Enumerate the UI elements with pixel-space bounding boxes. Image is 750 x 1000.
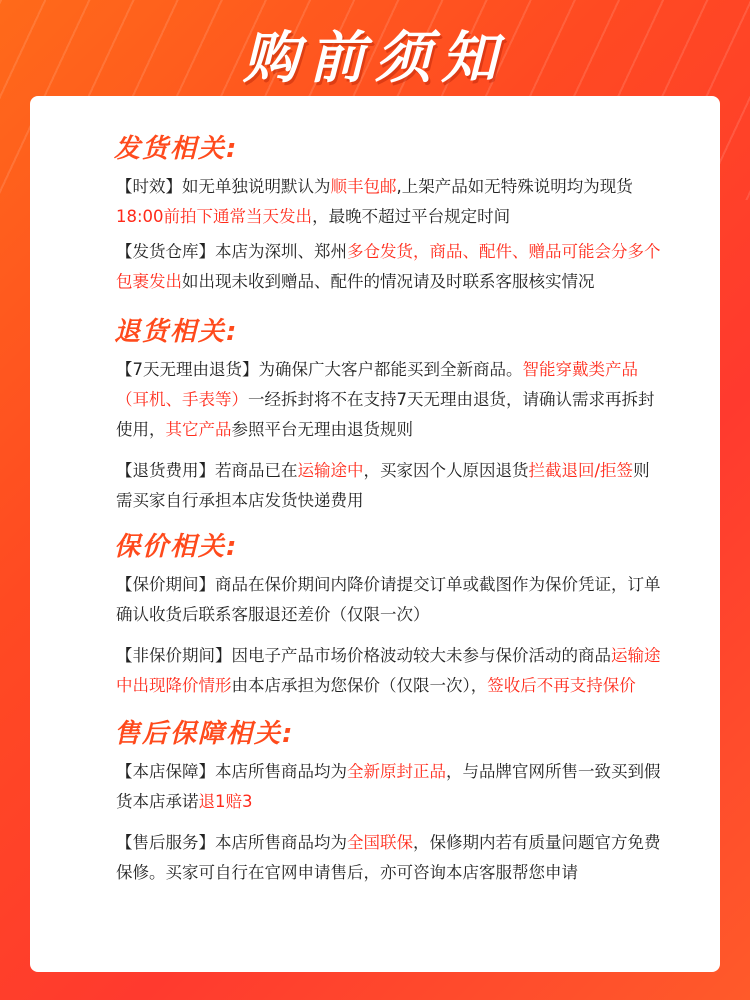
highlight: 顺丰包邮 (330, 177, 397, 196)
highlight: 运输途中出现降价情形 (116, 646, 661, 695)
paragraph-protection-period (116, 570, 662, 630)
section-shipping (116, 132, 662, 297)
highlight: 退1赔3 (198, 792, 253, 811)
text: ,上架产品如无特殊说明均为现货 (396, 177, 633, 196)
text: 如无单独说明默认为 (182, 177, 331, 196)
text: 因电子产品市场价格波动较大未参与保价活动的商品 (231, 646, 611, 665)
section-heading: 发货相关: (114, 134, 239, 164)
paragraph-7day-return (116, 355, 662, 445)
notice-card (30, 96, 720, 972)
section-price-protection (116, 530, 662, 701)
page-title: 购前须知 (243, 26, 507, 91)
highlight: 全国联保 (347, 833, 413, 852)
text: ，与品牌官网所售一致买到假货本店承诺 (116, 762, 661, 811)
label: 【发货仓库】 (116, 242, 215, 261)
paragraph-after-sales-service (116, 828, 662, 888)
highlight: 全新原封正品 (347, 762, 446, 781)
paragraph-timing (116, 172, 662, 232)
section-returns (116, 315, 662, 516)
section-heading: 退货相关: (114, 317, 239, 347)
text: 由本店承担为您保价（仅限一次）， (231, 676, 488, 695)
label: 【7天无理由退货】 (116, 360, 259, 379)
label: 【售后服务】 (116, 833, 215, 852)
highlight: 多仓发货，商品、配件、赠品可能会分多个包裹发出 (116, 242, 661, 291)
paragraph-return-fee (116, 456, 662, 516)
text: 商品在保价期间内降价请提交订单或截图作为保价凭证，订单确认收货后联系客服退还差价（仅限一次） (116, 575, 661, 624)
section-heading: 保价相关: (114, 532, 239, 562)
paragraph-store-guarantee (116, 757, 662, 817)
highlight: 签收后不再支持保价 (487, 676, 636, 695)
text: ，最晚不超过平台规定时间 (312, 207, 511, 226)
text: 若商品已在 (215, 461, 298, 480)
label: 【时效】 (116, 177, 182, 196)
text: ，买家因个人原因退货 (363, 461, 529, 480)
text: 本店为深圳、郑州 (215, 242, 347, 261)
highlight: 拦截退回/拒签 (528, 461, 634, 480)
section-heading: 售后保障相关: (114, 719, 295, 749)
text: 参照平台无理由退货规则 (231, 420, 413, 439)
highlight: 运输途中 (297, 461, 364, 480)
paragraph-warehouse (116, 237, 662, 297)
text: 则需买家自行承担本店发货快递费用 (116, 461, 650, 510)
text: 为确保广大客户都能买到全新商品。 (258, 360, 523, 379)
highlight: 18:00前拍下通常当天发出 (116, 207, 313, 226)
highlight: 智能穿戴类产品（耳机、手表等） (116, 360, 638, 409)
text: 一经拆封将不在支持7天无理由退货，请确认需求再拆封使用， (116, 390, 655, 439)
label: 【保价期间】 (116, 575, 215, 594)
text: 如出现未收到赠品、配件的情况请及时联系客服核实情况 (182, 272, 595, 291)
highlight: 其它产品 (165, 420, 232, 439)
text: ，保修期内若有质量问题官方免费保修。买家可自行在官网申请售后，亦可咨询本店客服帮您申请 (116, 833, 661, 882)
label: 【非保价期间】 (116, 646, 232, 665)
paragraph-non-protection-period (116, 641, 662, 701)
label: 【本店保障】 (116, 762, 215, 781)
text: 本店所售商品均为 (215, 762, 347, 781)
section-after-sales (116, 717, 662, 888)
text: 本店所售商品均为 (215, 833, 347, 852)
label: 【退货费用】 (116, 461, 215, 480)
